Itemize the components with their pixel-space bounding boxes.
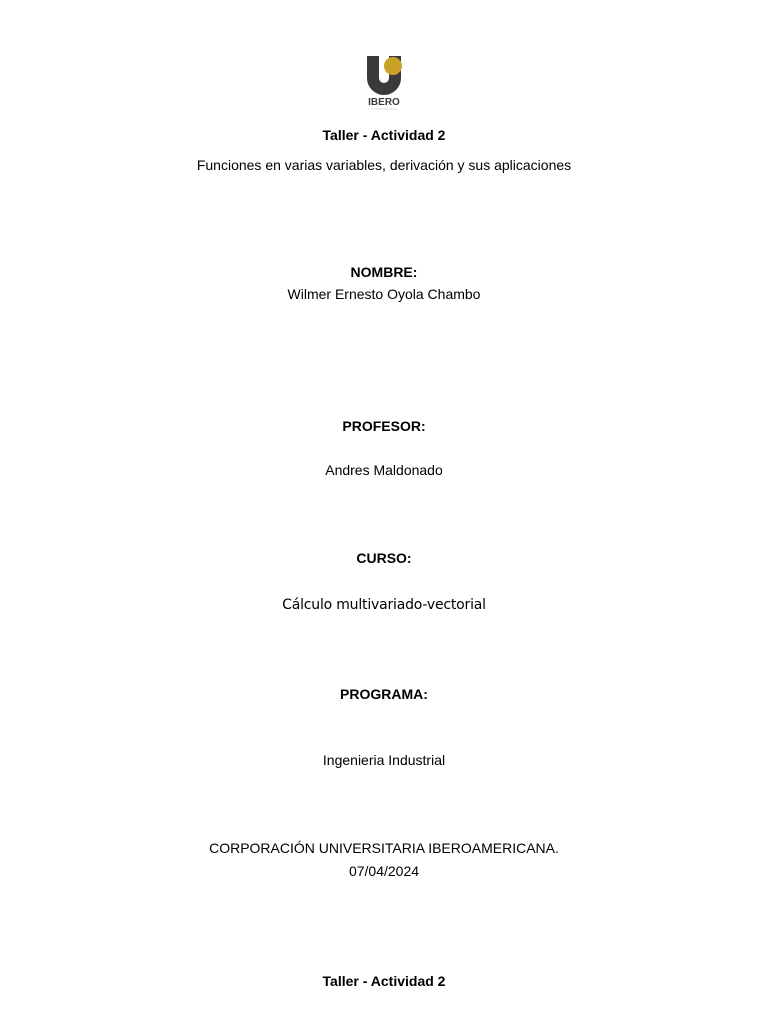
- profesor-label: PROFESOR:: [342, 418, 426, 434]
- logo-wordmark: IBERO: [368, 97, 400, 108]
- next-page-title: Taller - Actividad 2: [322, 973, 446, 989]
- document-date: 07/04/2024: [348, 863, 420, 879]
- ibero-logo: [359, 54, 409, 112]
- curso-label: CURSO:: [356, 550, 412, 566]
- nombre-label: NOMBRE:: [350, 264, 418, 280]
- logo-gold-circle: [384, 57, 402, 75]
- document-title: Taller - Actividad 2: [322, 127, 446, 143]
- document-subtitle: Funciones en varias variables, derivación y sus aplicaciones: [196, 157, 572, 173]
- institution-name: CORPORACIÓN UNIVERSITARIA IBEROAMERICANA.: [209, 840, 559, 856]
- nombre-value: Wilmer Ernesto Oyola Chambo: [287, 286, 481, 302]
- profesor-value: Andres Maldonado: [325, 462, 443, 478]
- programa-value: Ingenieria Industrial: [322, 752, 446, 768]
- programa-label: PROGRAMA:: [340, 686, 428, 702]
- curso-value: Cálculo multivariado-vectorial: [282, 597, 486, 613]
